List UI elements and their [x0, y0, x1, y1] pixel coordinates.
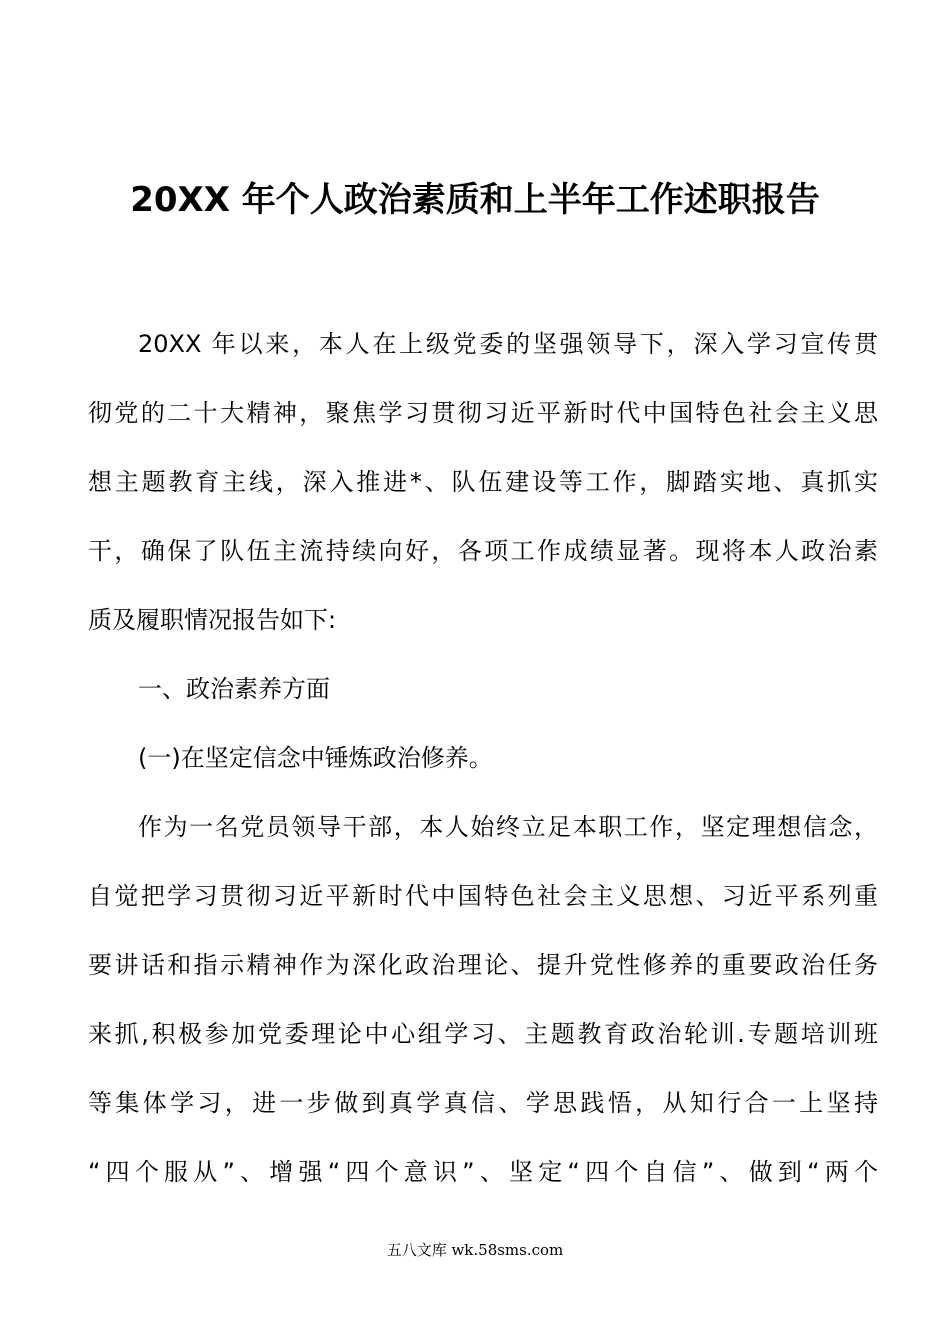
- body-line: 来抓,积极参加党委理论中心组学习、主题教育政治轮训.专题培训班: [88, 1020, 878, 1048]
- body-line: 20XX 年以来，本人在上级党委的坚强领导下，深入学习宣传贯: [138, 330, 878, 358]
- body-line: 等集体学习，进一步做到真学真信、学思践悟，从知行合一上坚持: [88, 1089, 878, 1117]
- section-heading: 一、政治素养方面: [138, 675, 330, 703]
- body-line: “四个服从”、增强“四个意识”、坚定“四个自信”、做到“两个: [88, 1158, 878, 1186]
- body-line: 干，确保了队伍主流持续向好，各项工作成绩显著。现将本人政治素: [88, 537, 878, 565]
- document-body: [88, 310, 878, 1207]
- body-line: 彻党的二十大精神，聚焦学习贯彻习近平新时代中国特色社会主义思: [88, 399, 878, 427]
- document-title: 20XX 年个人政治素质和上半年工作述职报告: [130, 180, 820, 220]
- footer-watermark: 五八文库 wk.58sms.com: [386, 1241, 564, 1259]
- body-line: 作为一名党员领导干部，本人始终立足本职工作，坚定理想信念，: [138, 813, 878, 841]
- body-line: 质及履职情况报告如下:: [88, 606, 337, 634]
- body-line: 要讲话和指示精神作为深化政治理论、提升党性修养的重要政治任务: [88, 951, 878, 979]
- body-line: 想主题教育主线，深入推进*、队伍建设等工作，脚踏实地、真抓实: [88, 468, 878, 496]
- body-line: 自觉把学习贯彻习近平新时代中国特色社会主义思想、习近平系列重: [88, 882, 878, 910]
- subsection-heading: (一)在坚定信念中锤炼政治修养。: [138, 744, 493, 772]
